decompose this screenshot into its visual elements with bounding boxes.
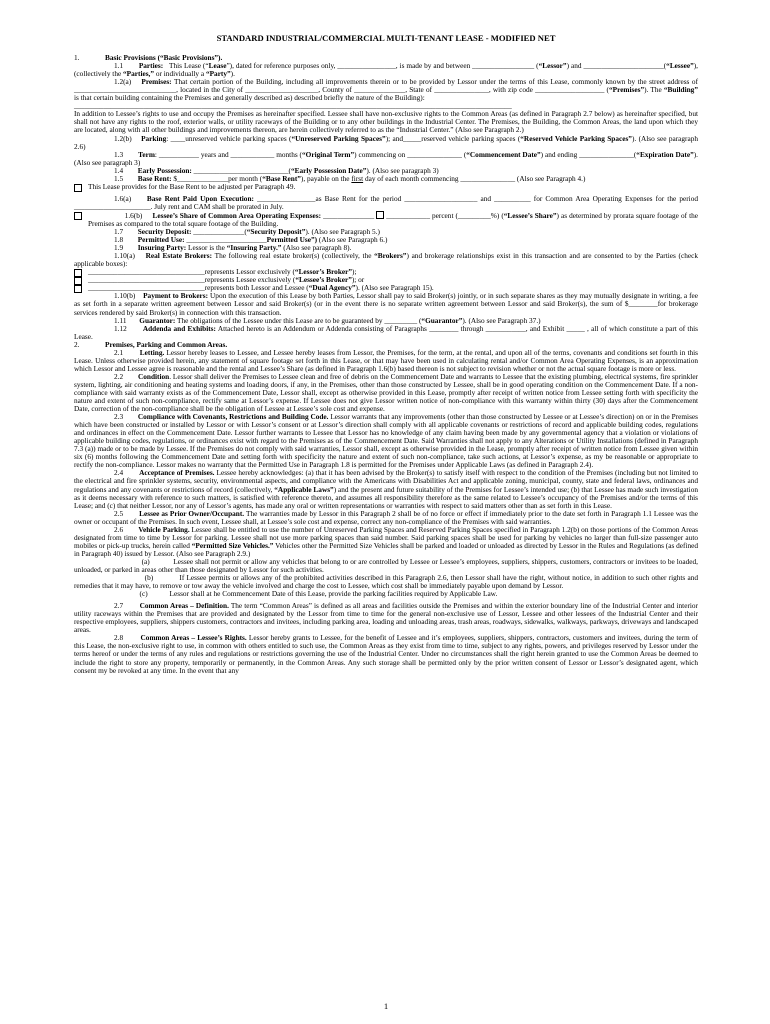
paragraph-p1-2b: 1.2(b) Parking: ____unreserved vehicle parking spaces (“Unreserved Parking Spaces”); and_____reserved vehicle parking spaces (“Reserved Vehicle Parking Spaces”). (Also see paragraph 2.6): [74, 133, 698, 151]
paragraph-p2-6: 2.6 Vehicle Parking. Lessee shall be entitled to use the number of Unreserved Parking Spaces and Reserved Parking Spaces specified in Paragraph 1.2(b) on those portions of the Common Areas designated from time to time by Lessor for parking. Lessee shall not use more parking spaces than said number. Said parking spaces shall be used for parking by vehicles no larger than full-size passenger auto mobiles or pick-up trucks, herein called “Permitted Size Vehicles.” Vehicles other the Permitted Size Vehicles shall be parked and loaded or unloaded as directed by Lessor in the Rules and Regulations (as defined in Paragraph 40) issued by Lessor. (Also see Paragraph 2.9.): [74, 524, 699, 558]
paragraph-p2-2: 2.2 Condition. Lessor shall deliver the Premises to Lessee clean and free of debris on the Commencement Date and warrants to Lessee that the existing plumbing, electrical systems, fire sprinkler system, lighting, air conditioning and heating systems and loading doors, if any, in the Premises, other than those constructed by Lessee, shall be in good operating condition on the Commencement Date. If a non-compliance with said warranty exists as of the Commencement Date, Lessor shall, except as otherwise provided in this Lease, promptly after receipt of written notice from Lessee setting forth with specificity the nature and extent of such non-compliance, rectify same at Lessor’s expense. If Lessee does not give Lessor written notice of non-compliance with this warranty within thirty (30) days after the Commencement Date, correction of the non-compliance shall be the obligation of Lessee at Lessee’s sole cost and expense.: [74, 371, 698, 414]
paragraph-p2-5: 2.5 Lessee as Prior Owner/Occupant. The warranties made by Lessor in this Paragraph 2 shall be of no force or effect if immediately prior to the date set forth in Paragraph 1.1 Lessee was the owner or occupant of the Premises. In such event, Lessee shall, at Lessee’s sole cost and expense, correct any non-compliance of the Premises with said warranties.: [74, 508, 698, 526]
lease-page: [74, 34, 698, 1014]
paragraph-p1-11: 1.11 Guarantor: The obligations of the Lessee under this Lease are to be guaranteed by _________ (“Guarantor”). (Also see Paragraph 37.): [114, 315, 541, 325]
paragraph-p2-7: 2.7 Common Areas – Definition. The term “Common Areas” is defined as all areas and facilities outside the Premises and within the exterior boundary line of the Industrial Center and interior utility raceways within the Premises that are provided and designated by the Lessor from time to time for the general non-exclusive use of Lessor, Lessee and other lessees of the Industrial Center and their respective employees, suppliers, shippers customers, contractors and invitees, including parking area, loading and unloading areas, trash areas, roadways, sidewalks, walkways, parkways, driveways and landscaped areas.: [74, 601, 698, 635]
paragraph-p2-3: 2.3 Compliance with Covenants, Restrictions and Building Code. Lessor warrants that any improvements (other than those constructed by Lessee or at Lessee’s direction) on or in the Premises which have been constructed or installed by Lessor or with Lessor’s consent or at Lessor’s direction shall comply with all applicable covenants or restrictions of record and applicable building codes, regulations and ordinances in effect on the Commencement Date. Lessor further warrants to Lessee that Lessor has no knowledge of any claim having been made by any governmental agency that a violation or violations of applicable building codes, regulations, or ordinances exist with regard to the Premises as of the Commencement Date. Said Warranties shall not apply to any Alterations or Utility Installations (defined in Paragraph 7.3 (a)) made or to be made by Lessee. If the Premises do not comply with said warranties, Lessor shall, except as otherwise provided in the Lease, promptly after receipt of written notice from Lessee given within six (6) months following the Commencement Date and setting forth with specificity the nature and extent of such non-compliance, take such actions, at Lessor’s expense, as my be reasonable or appropriate to rectify the non-compliance. Lessor makes no warranty that the Permitted Use in Paragraph 1.8 is permitted for the Premises under Applicable Laws (as defined in Paragraph 2.4).: [74, 412, 698, 470]
checkbox[interactable]: [74, 212, 82, 220]
paragraph-p1-10a-3[interactable]: ________________________________represents both Lessor and Lessee (“Dual Agency”). (Also see Paragraph 15).: [74, 284, 698, 292]
paragraph-p1: 1. Basic Provisions (“Basic Provisions”).: [74, 53, 223, 63]
paragraph-p2: 2. Premises, Parking and Common Areas.: [74, 339, 228, 349]
paragraph-p1-2a-line: ________________________________________________________________________________________________________________________: [74, 101, 512, 111]
paragraph-p1-10a: 1.10(a) Real Estate Brokers: The following real estate broker(s) (collectively, the “Brokers”) and brokerage relationships exist in this transaction and are consented to by the Parties (check applicable boxes):: [74, 251, 698, 269]
paragraph-p2-6b: (b) If Lessee permits or allows any of the prohibited activities described in this Paragraph 2.6, then Lessor shall have the right, without notice, in addition to such other rights and remedies that it may have, to remove or tow away the vehicle involved and charge the cost to Lessee, which cost shall be immediately payable upon demand by Lessor.: [74, 573, 698, 591]
paragraph-p1-8: 1.8 Permitted Use: ______________________Permitted Use”) (Also see Paragraph 6.): [114, 235, 388, 245]
paragraph-p1-10b: 1.10(b) Payment to Brokers: Upon the execution of this Lease by both Parties, Lessor shall pay to said Broker(s) jointly, or in such separate shares as they may mutually designate in writing, a fee as set forth in a separate written agreement between Lessor and said Broker(s) (or in the event there is no separate written agreement between Lessor and said Broker(s), the sum of $________for brokerage services rendered by said Broker(s) in connection with this transaction.: [74, 291, 698, 317]
paragraph-p1-1: 1.1 Parties: This Lease (“Lease”), dated for reference purposes only, ________________, is made by and between _________________ (“Lessor”) and ______________________(“Lessee”), (collectively the “Parties,” or individually a “Party”).: [74, 61, 698, 79]
paragraph-p1-6b[interactable]: 1.6(b) Lessee’s Share of Common Area Operating Expenses: ______________ ____________ percent (_________%) (“Lessee’s Share”) as determined by prorata square footage of the Premises as compared to the total square footage of the Building.: [74, 211, 698, 228]
paragraph-p1-10a-2[interactable]: ________________________________represents Lessee exclusively (“Lessee’s Broker”); or: [74, 276, 698, 284]
paragraph-p1-6a: 1.6(a) Base Rent Paid Upon Execution: ________________as Base Rent for the period ____________________ and __________ for Common Area Operating Expenses for the period _____________________. July rent and CAM shall be prorated in July.: [74, 193, 699, 211]
document-title: STANDARD INDUSTRIAL/COMMERCIAL MULTI-TENANT LEASE - MODIFIED NET: [216, 33, 556, 43]
page-number: 1: [383, 1001, 389, 1011]
paragraph-p2-6a: (a) Lessee shall not permit or allow any vehicles that belong to or are controlled by Lessee or Lessee’s employees, suppliers, shippers, customers, contractors or invitees to be loaded, unloaded, or parked in areas other than those designated by Lessor for such activities.: [74, 556, 698, 574]
paragraph-p1-4: 1.4 Early Possession: __________________________(“Early Possession Date”). (Also see paragraph 3): [114, 165, 439, 175]
checkbox[interactable]: [376, 211, 384, 219]
checkbox[interactable]: [74, 184, 82, 192]
paragraph-p1-7: 1.7 Security Deposit: ______________(“Security Deposit”). (Also see Paragraph 5.): [114, 227, 380, 237]
paragraph-p2-1: 2.1 Letting. Lessor hereby leases to Lessee, and Lessee hereby leases from Lessor, the Premises, for the term, at the rental, and upon all of the terms, covenants and conditions set fourth in this Lease. Unless otherwise provided herein, any statement of square footage set forth in this Lease, or that may have been used in calculating rental and/or Common Area Operating Expenses, is an approximation which Lessor and Lessee agree is reasonable and the rental and Lessee’s Share (as defined in Paragraph 1.6(b) based thereon is not subject to revision whether or not the actual square footage is more or less.: [74, 347, 698, 373]
paragraph-p2-6c: (c) Lessor shall at he Commencement Date of this Lease, provide the parking facilities required by Applicable Law.: [114, 589, 498, 599]
paragraph-p1-10a-1[interactable]: ________________________________represents Lessor exclusively (“Lessor’s Broker”);: [74, 268, 698, 276]
checkbox[interactable]: [74, 285, 82, 293]
paragraph-p1-12: 1.12 Addenda and Exhibits: Attached hereto is an Addendum or Addenda consisting of Paragraphs ________ through ___________, and Exhibit _____ , all of which constitute a part of this Lease.: [74, 323, 698, 341]
paragraph-p1-5-chk[interactable]: This Lease provides for the Base Rent to be adjusted per Paragraph 49.: [74, 183, 698, 191]
paragraph-p1-3: 1.3 Term: ___________ years and ____________ months (“Original Term”) commencing on _______________ (“Commencement Date”) and ending _______________(“Expiration Date”). (Also see paragraph 3): [74, 149, 698, 167]
paragraph-p2-4: 2.4 Acceptance of Premises. Lessee hereby acknowledges: (a) that it has been advised by the Broker(s) to satisfy itself with respect to the condition of the Premises (including but not limited to the electrical and fire sprinkler systems, security, environmental aspects, and compliance with the Americans with Disabilities Act and applicable zoning, municipal, county, state and federal laws, ordinances and regulations and any covenants or restrictions of record (collectively, “Applicable Laws”) and the present and future suitability of the Premises for Lessee’s intended use; (b) that Lessee has made such investigation as it deems necessary with reference to such matters, is satisfied with reference thereto, and assumes all responsibility therefore as the same related to Lessee’s occupancy of the Premises and/or the terms of this Lease; and (c) that neither Lessor, nor any of Lessor’s agents, has made any oral or written representations or warranties with respect to said matters other than as set forth in this Lease.: [74, 468, 698, 510]
paragraph-p1-5: 1.5 Base Rent: $______________per month (“Base Rent”), payable on the first day of each month commencing _______________ (Also see Paragraph 4.): [114, 173, 586, 183]
paragraph-p1-2a-cont: In addition to Lessee’s rights to use and occupy the Premises as hereinafter specified. Lessee shall have non-exclusive rights to the Common Areas (as defined in Paragraph 2.7 below) as hereinafter specified, but shall not have any rights to the roof, exterior walls, or utility raceways of the Building or to any other buildings in the Industrial Center. The Premises, the Building, the Common Areas, the land upon which they are located, along with all other buildings and improvements thereon, are herein collectively referred to as the “Industrial Center.” (Also see Paragraph 2.): [74, 109, 698, 135]
paragraph-p1-2a: 1.2(a) Premises: That certain portion of the Building, including all improvements therein or to be provided by Lessor under the terms of this Lease, commonly known by the street address of ____________________________, located in the City of ____________________, County of ______________, State of _______________, with zip code ___________________ (“Premises”). The “Building” is that certain building containing the Premises and generally described as) described briefly the nature of the Building):: [74, 77, 698, 103]
document-body: [74, 54, 698, 675]
paragraph-p2-8: 2.8 Common Areas – Lessee’s Rights. Lessor hereby grants to Lessee, for the benefit of Lessee and it’s employees, suppliers, shippers, contractors, customers and invitees, during the term of this Lease, the non-exclusive right to use, in common with others entitled to such use, the Common Areas as they exist from time to time, subject to any rights, powers, and privileges reserved by Lessor under the terms hereof or under the terms of any rules and regulations or restrictions governing the use of the Industrial Center. Under no circumstances shall the right herein granted to use the Common Areas be deemed to include the right to store any property, temporarily or permanently, in the Common Areas. Any such storage shall be permitted only by the prior written consent of Lessor or Lessor’s designated agent, which consent my be revoked at any time. In the event that any: [74, 633, 698, 675]
paragraph-p1-9: 1.9 Insuring Party: Lessor is the “Insuring Party.” (Also see paragraph 8).: [114, 243, 352, 253]
